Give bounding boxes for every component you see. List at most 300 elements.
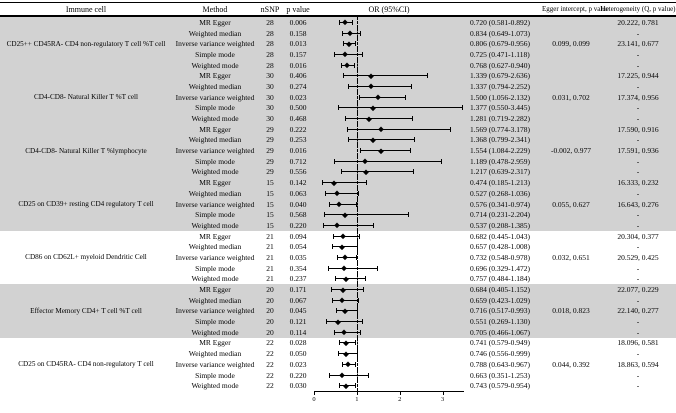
p-value-cell: 0.050 (289, 349, 307, 359)
ci-line (329, 375, 368, 376)
reference-line (357, 17, 358, 28)
or-ci-cell: 1.339 (0.679-2.636) (470, 71, 530, 81)
forest-plot-cell (314, 220, 464, 231)
table-row (172, 199, 676, 210)
p-value-cell: 0.094 (289, 231, 307, 241)
ci-cap (373, 223, 374, 228)
p-value-cell: 0.468 (289, 114, 307, 124)
immune-cell-group (0, 17, 676, 70)
nsnp-cell: 29 (266, 156, 274, 166)
ci-cap (355, 340, 356, 345)
ci-line (333, 236, 359, 237)
p-value-cell: 0.030 (289, 381, 307, 391)
table-header (0, 2, 676, 17)
method-cell: Weighted mode (191, 220, 239, 230)
or-ci-cell: 0.732 (0.548-0.978) (470, 252, 530, 262)
table-row (172, 306, 676, 317)
table-row (172, 263, 676, 274)
forest-plot-cell (314, 124, 464, 135)
table-row (172, 252, 676, 263)
reference-line (357, 145, 358, 156)
ci-cap (335, 276, 336, 281)
nsnp-cell: 21 (266, 263, 274, 273)
heterogeneity-cell: 17.590, 0.916 (617, 124, 659, 134)
ci-cap (365, 276, 366, 281)
ci-cap (360, 31, 361, 36)
nsnp-cell: 20 (266, 306, 274, 316)
or-point-marker (344, 276, 349, 281)
immune-cell-label: CD25 on CD39+ resting CD4 regulatory T cell (18, 200, 154, 209)
group-rows (172, 284, 676, 337)
ci-line (332, 300, 358, 301)
table-row (172, 295, 676, 306)
immune-cell-label: CD86 on CD62L+ myeloid Dendritic Cell (25, 253, 147, 262)
reference-line (357, 38, 358, 49)
reference-line (357, 359, 358, 370)
table-row (172, 241, 676, 252)
nsnp-cell: 29 (266, 167, 274, 177)
heterogeneity-cell: - (636, 49, 640, 59)
heterogeneity-cell: - (636, 81, 640, 91)
or-point-marker (342, 330, 347, 335)
table-row (172, 28, 676, 39)
table-row (172, 60, 676, 71)
or-point-marker (347, 31, 352, 36)
ci-cap (341, 169, 342, 174)
method-cell: MR Egger (199, 231, 231, 241)
immune-cell-group (0, 231, 676, 284)
or-point-marker (334, 191, 339, 196)
ci-cap (355, 41, 356, 46)
group-rows (172, 17, 676, 70)
or-ci-cell: 0.657 (0.428-1.008) (470, 242, 530, 252)
ci-line (359, 97, 405, 98)
nsnp-cell: 15 (266, 210, 274, 220)
or-ci-cell: 1.368 (0.799-2.341) (470, 135, 530, 145)
method-cell: Weighted median (188, 135, 242, 145)
nsnp-cell: 22 (266, 338, 274, 348)
ci-line (348, 86, 410, 87)
nsnp-cell: 20 (266, 295, 274, 305)
or-ci-cell: 0.741 (0.579-0.949) (470, 338, 530, 348)
forest-plot-cell (314, 338, 464, 349)
or-point-marker (341, 266, 346, 271)
forest-plot-cell (314, 199, 464, 210)
ci-cap (377, 266, 378, 271)
method-cell: Simple mode (195, 210, 235, 220)
p-value-cell: 0.035 (289, 252, 307, 262)
heterogeneity-cell: - (636, 28, 640, 38)
or-ci-cell: 0.705 (0.466-1.067) (470, 327, 530, 337)
or-point-marker (342, 212, 347, 217)
or-point-marker (335, 223, 340, 228)
axis-tick (400, 392, 401, 395)
heterogeneity-cell: 23.141, 0.677 (617, 39, 659, 49)
forest-plot-cell (314, 241, 464, 252)
forest-plot-cell (314, 188, 464, 199)
p-value-cell: 0.712 (289, 156, 307, 166)
heterogeneity-cell: 22.077, 0.229 (617, 285, 659, 295)
group-rows (172, 177, 676, 230)
or-point-marker (343, 351, 348, 356)
table-row (172, 348, 676, 359)
table-row (172, 327, 676, 338)
or-ci-cell: 0.743 (0.579-0.954) (470, 381, 530, 391)
or-ci-cell: 0.806 (0.679-0.956) (470, 39, 530, 49)
header-egger-intercept: Egger intercept, p value (542, 5, 609, 13)
or-ci-cell: 0.746 (0.556-0.999) (470, 349, 530, 359)
heterogeneity-cell: - (636, 220, 640, 230)
ci-cap (324, 212, 325, 217)
reference-line (357, 338, 358, 349)
p-value-cell: 0.220 (289, 370, 307, 380)
heterogeneity-cell: 17.225, 0.944 (617, 71, 659, 81)
header-heterogeneity: Heterogeneity (Q, p value) (600, 5, 676, 13)
forest-plot-cell (314, 92, 464, 103)
ci-cap (358, 298, 359, 303)
heterogeneity-cell: 16.643, 0.276 (617, 199, 659, 209)
table-row (172, 135, 676, 146)
forest-plot-cell (314, 370, 464, 381)
ci-cap (338, 351, 339, 356)
method-cell: Simple mode (195, 156, 235, 166)
egger-intercept-cell: 0.032, 0.651 (552, 252, 590, 262)
or-point-marker (343, 340, 348, 345)
ci-line (335, 278, 365, 279)
heterogeneity-cell: 18.096, 0.581 (617, 338, 659, 348)
ci-line (323, 225, 373, 226)
ci-cap (366, 180, 367, 185)
or-point-marker (342, 20, 347, 25)
or-point-marker (344, 63, 349, 68)
forest-plot-cell (314, 316, 464, 327)
nsnp-cell: 28 (266, 49, 274, 59)
reference-line (357, 380, 358, 391)
nsnp-cell: 28 (266, 60, 274, 70)
ci-cap (332, 244, 333, 249)
method-cell: Weighted mode (191, 327, 239, 337)
heterogeneity-cell: - (636, 263, 640, 273)
forest-plot-cell (314, 359, 464, 370)
method-cell: MR Egger (199, 17, 231, 27)
ci-cap (333, 234, 334, 239)
ci-cap (357, 308, 358, 313)
table-row (172, 70, 676, 81)
table-row (172, 359, 676, 370)
ci-cap (462, 105, 463, 110)
ci-cap (358, 191, 359, 196)
or-point-marker (346, 41, 351, 46)
ci-cap (342, 31, 343, 36)
table-body (0, 17, 676, 391)
forest-plot-cell (314, 156, 464, 167)
ci-cap (362, 52, 363, 57)
ci-line (328, 268, 377, 269)
forest-plot-cell (314, 177, 464, 188)
or-point-marker (345, 362, 350, 367)
ci-cap (355, 383, 356, 388)
immune-cell-label: CD25++ CD45RA- CD4 non-regulatory T cell %T cell (6, 39, 166, 48)
header-immune-cell: Immune cell (65, 4, 107, 14)
method-cell: MR Egger (199, 71, 231, 81)
nsnp-cell: 29 (266, 124, 274, 134)
header-method: Method (202, 4, 228, 14)
reference-line (357, 92, 358, 103)
ci-cap (348, 84, 349, 89)
ci-cap (337, 255, 338, 260)
ci-cap (343, 41, 344, 46)
or-ci-cell: 0.714 (0.231-2.204) (470, 210, 530, 220)
axis-tick (443, 392, 444, 395)
p-value-cell: 0.028 (289, 338, 307, 348)
heterogeneity-cell: 17.591, 0.936 (617, 146, 659, 156)
ci-cap (323, 223, 324, 228)
or-point-marker (340, 373, 345, 378)
group-rows (172, 338, 676, 391)
or-ci-cell: 1.217 (0.639-2.317) (470, 167, 530, 177)
nsnp-cell: 15 (266, 220, 274, 230)
or-ci-cell: 0.696 (0.329-1.472) (470, 263, 530, 273)
or-ci-cell: 1.337 (0.794-2.252) (470, 81, 530, 91)
method-cell: Inverse variance weighted (175, 146, 255, 156)
ci-cap (332, 298, 333, 303)
heterogeneity-cell: - (636, 295, 640, 305)
ci-cap (410, 148, 411, 153)
forest-plot-cell (314, 17, 464, 28)
method-cell: Inverse variance weighted (175, 252, 255, 262)
heterogeneity-cell: - (636, 317, 640, 327)
or-ci-cell: 1.377 (0.550-3.445) (470, 103, 530, 113)
ci-cap (362, 319, 363, 324)
immune-cell-label: CD4-CD8- Natural Killer T %lymphocyte (25, 146, 147, 155)
forest-plot-cell (314, 306, 464, 317)
or-point-marker (364, 169, 369, 174)
table-row (172, 316, 676, 327)
group-rows (172, 231, 676, 284)
forest-plot-cell (314, 135, 464, 146)
table-row (172, 274, 676, 285)
nsnp-cell: 20 (266, 327, 274, 337)
heterogeneity-cell: - (636, 188, 640, 198)
method-cell: Inverse variance weighted (175, 39, 255, 49)
or-point-marker (343, 383, 348, 388)
immune-cell-group (0, 177, 676, 230)
axis-tick-label: 2 (398, 396, 402, 404)
heterogeneity-cell: - (636, 210, 640, 220)
ci-cap (339, 340, 340, 345)
heterogeneity-cell: - (636, 103, 640, 113)
or-ci-cell: 0.788 (0.643-0.967) (470, 359, 530, 369)
nsnp-cell: 20 (266, 317, 274, 327)
method-cell: Weighted mode (191, 274, 239, 284)
heterogeneity-cell: 20.529, 0.425 (617, 252, 659, 262)
heterogeneity-cell: 22.140, 0.277 (617, 306, 659, 316)
ci-line (334, 161, 440, 162)
ci-line (343, 75, 427, 76)
nsnp-cell: 22 (266, 381, 274, 391)
table-row (172, 188, 676, 199)
reference-line (357, 199, 358, 210)
or-ci-cell: 0.720 (0.581-0.892) (470, 17, 530, 27)
immune-cell-label: CD25 on CD45RA- CD4 non-regulatory T cell (18, 360, 154, 369)
forest-plot-cell (314, 231, 464, 242)
ci-cap (334, 159, 335, 164)
ci-cap (357, 244, 358, 249)
heterogeneity-cell: - (636, 135, 640, 145)
p-value-cell: 0.121 (289, 317, 307, 327)
or-ci-cell: 1.189 (0.478-2.959) (470, 156, 530, 166)
p-value-cell: 0.045 (289, 306, 307, 316)
or-point-marker (341, 234, 346, 239)
ci-cap (441, 159, 442, 164)
heterogeneity-cell: 20.304, 0.377 (617, 231, 659, 241)
ci-cap (412, 116, 413, 121)
heterogeneity-cell: 17.374, 0.956 (617, 92, 659, 102)
p-value-cell: 0.023 (289, 359, 307, 369)
forest-plot-cell (314, 209, 464, 220)
or-ci-cell: 0.474 (0.185-1.213) (470, 178, 530, 188)
nsnp-cell: 28 (266, 39, 274, 49)
or-point-marker (343, 52, 348, 57)
header-nsnp: nSNP (260, 4, 280, 14)
nsnp-cell: 29 (266, 135, 274, 145)
egger-intercept-cell: 0.099, 0.099 (552, 39, 590, 49)
ci-cap (405, 95, 406, 100)
forest-plot-cell (314, 263, 464, 274)
ci-cap (368, 373, 369, 378)
forest-plot-cell (314, 167, 464, 178)
ci-cap (356, 255, 357, 260)
egger-intercept-cell: -0.002, 0.977 (551, 146, 591, 156)
ci-line (341, 171, 413, 172)
axis-tick-label: 3 (440, 396, 445, 404)
p-value-cell: 0.013 (289, 39, 307, 49)
p-value-cell: 0.142 (289, 178, 307, 188)
p-value-cell: 0.016 (289, 60, 307, 70)
p-value-cell: 0.556 (289, 167, 307, 177)
axis-tick-label: 0 (312, 396, 316, 404)
method-cell: MR Egger (199, 338, 231, 348)
ci-line (322, 182, 366, 183)
method-cell: MR Egger (199, 178, 231, 188)
nsnp-cell: 29 (266, 146, 274, 156)
or-ci-cell: 1.569 (0.774-3.178) (470, 124, 530, 134)
forest-plot-cell (314, 49, 464, 60)
axis-tick (357, 392, 358, 395)
method-cell: MR Egger (199, 124, 231, 134)
p-value-cell: 0.568 (289, 210, 307, 220)
method-cell: Weighted mode (191, 381, 239, 391)
egger-intercept-cell: 0.018, 0.823 (552, 306, 590, 316)
ci-line (326, 321, 363, 322)
ci-cap (331, 287, 332, 292)
ci-cap (334, 330, 335, 335)
nsnp-cell: 15 (266, 199, 274, 209)
table-row (172, 177, 676, 188)
ci-cap (356, 202, 357, 207)
ci-cap (411, 84, 412, 89)
p-value-cell: 0.274 (289, 81, 307, 91)
forest-plot-cell (314, 60, 464, 71)
nsnp-cell: 30 (266, 114, 274, 124)
ci-line (334, 332, 360, 333)
table-row (172, 380, 676, 391)
heterogeneity-cell: - (636, 381, 640, 391)
or-point-marker (362, 159, 367, 164)
p-value-cell: 0.023 (289, 92, 307, 102)
ci-cap (347, 127, 348, 132)
immune-cell-group (0, 70, 676, 123)
ci-cap (363, 287, 364, 292)
table-row (172, 49, 676, 60)
nsnp-cell: 28 (266, 17, 274, 27)
nsnp-cell: 30 (266, 71, 274, 81)
p-value-cell: 0.040 (289, 199, 307, 209)
or-point-marker (379, 127, 384, 132)
egger-intercept-cell: 0.055, 0.627 (552, 199, 590, 209)
table-row (172, 17, 676, 28)
forest-plot-cell (314, 81, 464, 92)
method-cell: Weighted mode (191, 114, 239, 124)
table-row (172, 113, 676, 124)
forest-plot-cell (314, 70, 464, 81)
ci-cap (359, 95, 360, 100)
p-value-cell: 0.171 (289, 285, 307, 295)
method-cell: Weighted median (188, 242, 242, 252)
or-ci-cell: 0.716 (0.517-0.993) (470, 306, 530, 316)
nsnp-cell: 22 (266, 349, 274, 359)
ci-cap (352, 20, 353, 25)
heterogeneity-cell: - (636, 349, 640, 359)
or-point-marker (341, 287, 346, 292)
table-row (172, 370, 676, 381)
group-rows (172, 70, 676, 123)
p-value-cell: 0.406 (289, 71, 307, 81)
ci-line (334, 54, 362, 55)
or-point-marker (369, 73, 374, 78)
or-point-marker (340, 298, 345, 303)
header-p-value: p value (286, 4, 310, 14)
method-cell: Inverse variance weighted (175, 359, 255, 369)
ci-cap (357, 351, 358, 356)
method-cell: Weighted median (188, 28, 242, 38)
immune-cell-group (0, 124, 676, 177)
nsnp-cell: 21 (266, 252, 274, 262)
method-cell: Weighted median (188, 349, 242, 359)
forest-plot-cell (314, 103, 464, 114)
ci-cap (408, 212, 409, 217)
nsnp-cell: 21 (266, 274, 274, 284)
ci-line (324, 214, 409, 215)
ci-cap (343, 73, 344, 78)
method-cell: Inverse variance weighted (175, 92, 255, 102)
table-row (172, 124, 676, 135)
heterogeneity-cell: 18.863, 0.594 (617, 359, 659, 369)
p-value-cell: 0.157 (289, 49, 307, 59)
ci-line (325, 193, 358, 194)
or-ci-cell: 0.537 (0.208-1.385) (470, 220, 530, 230)
forest-plot-cell (314, 295, 464, 306)
nsnp-cell: 22 (266, 370, 274, 380)
p-value-cell: 0.158 (289, 28, 307, 38)
ci-cap (360, 148, 361, 153)
method-cell: Weighted median (188, 295, 242, 305)
or-ci-cell: 0.834 (0.649-1.073) (470, 28, 530, 38)
ci-line (345, 118, 412, 119)
immune-cell-label: Effector Memory CD4+ T cell %T cell (30, 306, 142, 315)
forest-plot-cell (314, 145, 464, 156)
nsnp-cell: 15 (266, 188, 274, 198)
